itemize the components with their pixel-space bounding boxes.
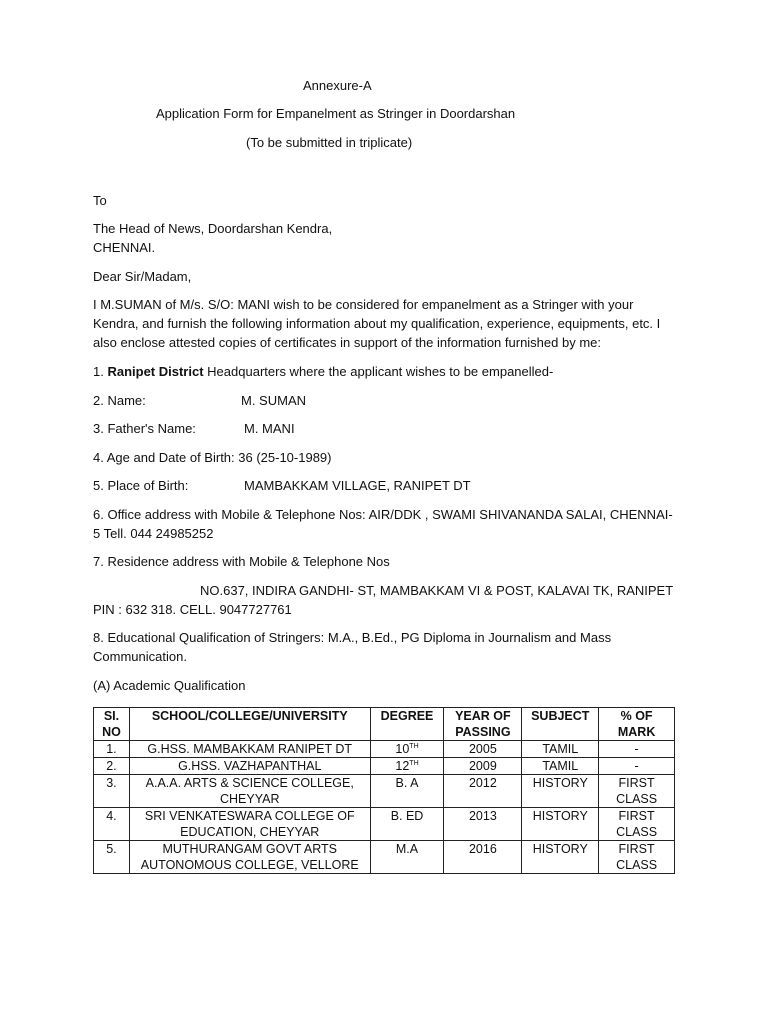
academic-heading: (A) Academic Qualification xyxy=(93,678,246,693)
cell-year: 2013 xyxy=(444,808,522,841)
cell-year: 2009 xyxy=(444,758,522,775)
submission-note: (To be submitted in triplicate) xyxy=(246,135,413,150)
cell-year: 2012 xyxy=(444,775,522,808)
item-5-label: 5. Place of Birth: xyxy=(93,478,189,493)
degree-text: 12 xyxy=(395,759,410,773)
cell-school: G.HSS. MAMBAKKAM RANIPET DT xyxy=(129,741,370,758)
salutation: Dear Sir/Madam, xyxy=(93,269,192,284)
degree-superscript: TH xyxy=(409,759,419,767)
academic-qualification-table xyxy=(93,707,675,874)
degree-superscript: TH xyxy=(409,742,419,750)
cell-school: SRI VENKATESWARA COLLEGE OF EDUCATION, CHEYYAR xyxy=(129,808,370,841)
cell-mark: - xyxy=(599,741,675,758)
table-row xyxy=(94,808,675,841)
cell-school: G.HSS. VAZHAPANTHAL xyxy=(129,758,370,775)
item-3-label: 3. Father's Name: xyxy=(93,421,196,436)
cell-subject: HISTORY xyxy=(522,808,599,841)
cell-no: 2. xyxy=(94,758,130,775)
item-1-number: 1. xyxy=(93,364,104,379)
cell-mark: FIRST CLASS xyxy=(599,808,675,841)
cell-degree xyxy=(370,741,444,758)
cell-year: 2005 xyxy=(444,741,522,758)
cell-no: 3. xyxy=(94,775,130,808)
address-line-1: The Head of News, Doordarshan Kendra, xyxy=(93,221,333,236)
cell-no: 1. xyxy=(94,741,130,758)
item-6: 6. Office address with Mobile & Telephone Nos: AIR/DDK , SWAMI SHIVANANDA SALAI, CHENNAI-5 Tell. 044 24985252 xyxy=(93,507,673,541)
table-row xyxy=(94,758,675,775)
header-subject: SUBJECT xyxy=(522,708,599,741)
address-to: To xyxy=(93,193,107,208)
degree-text: 10 xyxy=(395,742,410,756)
cell-subject: TAMIL xyxy=(522,741,599,758)
cell-subject: TAMIL xyxy=(522,758,599,775)
header-sl-no: SI. NO xyxy=(94,708,130,741)
item-2-value: M. SUMAN xyxy=(241,393,306,408)
cell-year: 2016 xyxy=(444,841,522,874)
cell-subject: HISTORY xyxy=(522,775,599,808)
intro-paragraph: I M.SUMAN of M/s. S/O: MANI wish to be considered for empanelment as a Stringer with your Kendra, and furnish the following information about my qualification, experience, equipments, etc. I also enclose attested copies of certificates in support of the information furnished by me: xyxy=(93,297,661,350)
cell-degree: B. A xyxy=(370,775,444,808)
item-7-address-1: NO.637, INDIRA GANDHI- ST, MAMBAKKAM VI & POST, KALAVAI TK, RANIPET xyxy=(200,583,674,598)
header-degree: DEGREE xyxy=(370,708,444,741)
item-3-value: M. MANI xyxy=(244,421,295,436)
item-5-value: MAMBAKKAM VILLAGE, RANIPET DT xyxy=(244,478,471,493)
cell-no: 5. xyxy=(94,841,130,874)
table-row xyxy=(94,775,675,808)
item-2-label: 2. Name: xyxy=(93,393,146,408)
cell-school: A.A.A. ARTS & SCIENCE COLLEGE, CHEYYAR xyxy=(129,775,370,808)
cell-degree xyxy=(370,758,444,775)
item-1-district: Ranipet District xyxy=(107,364,204,379)
cell-degree: B. ED xyxy=(370,808,444,841)
table-header-row xyxy=(94,708,675,741)
item-7: 7. Residence address with Mobile & Telephone Nos xyxy=(93,554,390,569)
cell-subject: HISTORY xyxy=(522,841,599,874)
cell-mark: - xyxy=(599,758,675,775)
table-row xyxy=(94,841,675,874)
cell-degree: M.A xyxy=(370,841,444,874)
cell-mark: FIRST CLASS xyxy=(599,775,675,808)
annexure-label: Annexure-A xyxy=(303,78,372,93)
item-8: 8. Educational Qualification of Stringers: M.A., B.Ed., PG Diploma in Journalism and Mass Communication. xyxy=(93,630,612,664)
form-title: Application Form for Empanelment as Stringer in Doordarshan xyxy=(156,106,516,121)
cell-no: 4. xyxy=(94,808,130,841)
cell-school: MUTHURANGAM GOVT ARTS AUTONOMOUS COLLEGE, VELLORE xyxy=(129,841,370,874)
header-mark: % OF MARK xyxy=(599,708,675,741)
item-1-text: Headquarters where the applicant wishes to be empanelled- xyxy=(207,364,554,379)
cell-mark: FIRST CLASS xyxy=(599,841,675,874)
item-1 xyxy=(93,362,553,381)
table-row xyxy=(94,741,675,758)
header-school: SCHOOL/COLLEGE/UNIVERSITY xyxy=(129,708,370,741)
header-year: YEAR OF PASSING xyxy=(444,708,522,741)
item-4: 4. Age and Date of Birth: 36 (25-10-1989) xyxy=(93,450,332,465)
item-7-address-2: PIN : 632 318. CELL. 9047727761 xyxy=(93,602,292,617)
address-line-2: CHENNAI. xyxy=(93,240,156,255)
